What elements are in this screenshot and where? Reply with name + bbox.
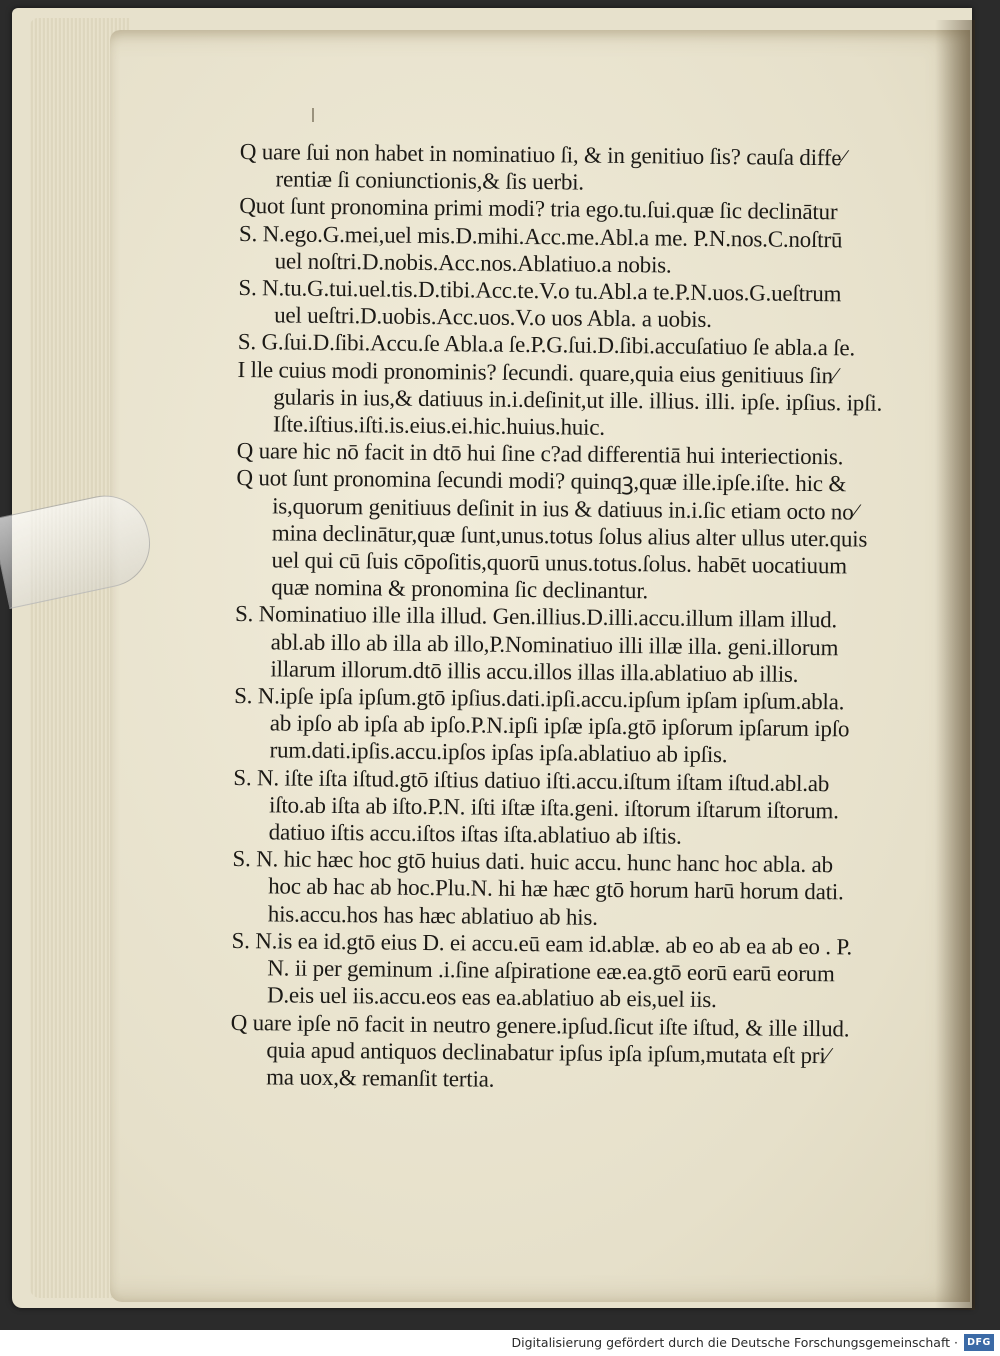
text-line: uel ueſtri.D.uobis.Acc.uos.V.o uos Abla. a uobis. (274, 302, 712, 333)
page-text-block (230, 138, 930, 1097)
text-line: uel noſtri.D.nobis.Acc.nos.Ablatiuo.a nobis. (274, 248, 672, 278)
text-line: quia apud antiquos declinabatur ipſus ipſa ipſum,mutata eſt pri⁄ (266, 1037, 830, 1068)
text-line: S. N.ipſe ipſa ipſum.gtō ipſius.dati.ipſi.accu.ipſum ipſam ipſum.abla. (234, 683, 845, 715)
text-line: his.accu.hos has hæc ablatiuo ab his. (267, 901, 598, 930)
text-line: Q uot ſunt pronomina ſecundi modi? quinqꝫ,quæ ille.ipſe.iſte. hic & (236, 465, 847, 497)
text-line: abl.ab illo ab illa ab illo,P.Nominatiuo illi illæ illa. geni.illorum (270, 629, 839, 660)
text-line: is,quorum genitiuus deſinit in ius & datiuus in.i.ſic etiam octo no⁄ (272, 492, 858, 525)
spine-shadow (935, 20, 975, 1310)
text-line: ab ipſo ab ipſa ab ipſo.P.N.ipſi ipſæ ipſa.gtō ipſorum ipſarum ipſo (269, 710, 850, 742)
text-line: S. N.is ea id.gtō eius D. ei accu.eū eam id.ablæ. ab eo ab ea ab eo . P. (231, 927, 853, 960)
text-line: Q uare ſui non habet in nominatiuo ſi, & in genitiuo ſis? cauſa diffe⁄ (239, 138, 846, 171)
text-line: S. N. iſte iſta iſtud.gtō iſtius datiuo iſti.accu.iſtum iſtam iſtud.abl.ab (233, 764, 830, 796)
text-line: Q uare ipſe nō facit in neutro genere.ipſud.ſicut iſte iſtud, & ille illud. (230, 1009, 850, 1041)
text-line: uel qui cū ſuis cōpoſitis,quorū unus.totus.ſolus. habēt uocatiuum (271, 547, 848, 579)
text-line: S. N.tu.G.tui.uel.tis.D.tibi.Acc.te.V.o tu.Abl.a te.P.N.uos.G.ueſtrum (238, 275, 842, 307)
footer-credit: Digitalisierung gefördert durch die Deutsche Forschungsgemeinschaft · (511, 1335, 958, 1350)
text-line: rum.dati.ipſis.accu.ipſos ipſas ipſa.ablatiuo ab ipſis. (269, 737, 728, 768)
text-line: Iſte.iſtius.iſti.is.eius.ei.hic.huius.huic. (272, 411, 606, 440)
text-line: S. N.ego.G.mei,uel mis.D.mihi.Acc.me.Abl.a me. P.N.nos.C.noſtrū (238, 220, 843, 252)
text-line: S. Nominatiuo ille illa illud. Gen.illius.D.illi.accu.illum illam illud. (234, 601, 838, 633)
text-line: hoc ab hac ab hoc.Plu.N. hi hæ hæc gtō horum harū horum dati. (268, 873, 844, 905)
text-line: S. G.ſui.D.ſibi.Accu.ſe Abla.a ſe.P.G.ſui.D.ſibi.accuſatiuo ſe abla.a ſe. (237, 329, 856, 361)
text-line: Quot ſunt pronomina primi modi? tria ego.tu.ſui.quæ ſic declinātur (239, 193, 838, 225)
text-line: rentiæ ſi coniunctionis,& ſis uerbi. (275, 166, 585, 195)
folio-mark (312, 108, 314, 122)
text-line: mina declinātur,quæ ſunt,unus.totus ſolus alius alter ullus uter.quis (271, 520, 868, 552)
text-line: quæ nomina & pronomina ſic declinantur. (271, 574, 649, 604)
text-line: gularis in ius,& datiuus in.i.deſinit,ut ille. illius. illi. ipſe. ipſius. ipſi. (273, 384, 883, 416)
text-line: Q uare hic nō facit in dtō hui ſine c?ad differentiā hui interiectionis. (236, 438, 844, 470)
text-line: iſto.ab iſta ab iſto.P.N. iſti iſtæ iſta.geni. iſtorum iſtarum iſtorum. (268, 792, 839, 824)
text-line: illarum illorum.dtō illis accu.illos illas illa.ablatiuo ab illis. (270, 656, 799, 687)
text-line: datiuo iſtis accu.iſtos iſtas iſta.ablatiuo ab iſtis. (268, 819, 682, 849)
text-line: S. N. hic hæc hoc gtō huius dati. huic accu. hunc hanc hoc abla. ab (232, 846, 833, 878)
text-line: D.eis uel iis.accu.eos eas ea.ablatiuo ab eis,uel iis. (266, 982, 717, 1013)
text-line: ma uox,& remanſit tertia. (266, 1064, 495, 1092)
text-line: N. ii per geminum .i.ſine aſpiratione eæ.ea.gtō eorū earū eorum (267, 955, 835, 987)
dfg-logo: DFG (964, 1334, 994, 1351)
text-line: I lle cuius modi pronominis? ſecundi. quare,quia eius genitiuus ſin⁄ (237, 356, 837, 388)
